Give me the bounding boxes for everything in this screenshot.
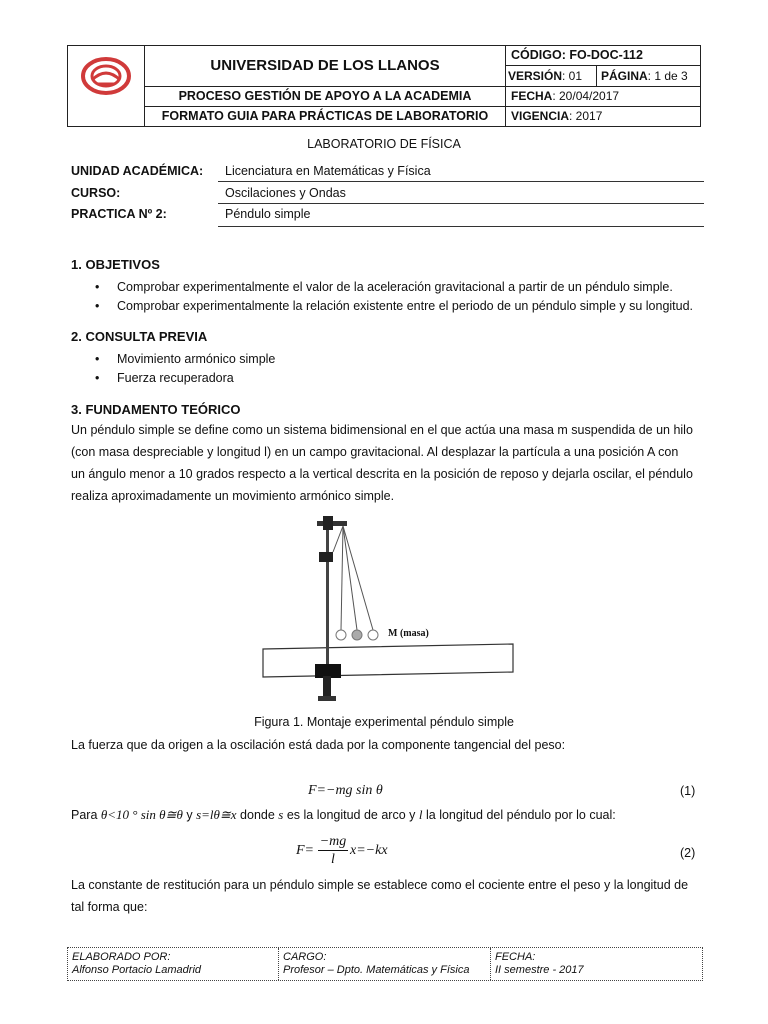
footer-fecha-value: II semestre - 2017 [495,964,584,976]
date-label: FECHA [511,89,553,103]
university-name: UNIVERSIDAD DE LOS LLANOS [210,57,440,74]
footer-elaborado-value: Alfonso Portacio Lamadrid [72,964,202,976]
info-row-unit [218,162,704,182]
page-cell [601,66,701,86]
validity-cell [511,107,701,126]
closing-line: La constante de restitución para un péndulo simple se establece como el cociente entre el peso y la longitud de [71,878,689,892]
document-title: LABORATORIO DE FÍSICA [307,137,461,151]
condition-line [71,807,616,823]
document-header [67,45,701,127]
footer-elaborado [68,948,279,980]
figure-caption: Figura 1. Montaje experimental péndulo simple [254,715,514,729]
section-objectives-title: 1. OBJETIVOS [71,257,160,272]
theory-line: realiza aproximadamente un movimiento armónico simple. [71,489,395,503]
date-value: : 20/04/2017 [552,89,620,103]
info-label-practice: PRACTICA Nº 2: [71,207,167,221]
footer-cargo-label: CARGO: [283,951,327,963]
condition-y: y [186,808,193,822]
footer-cargo [279,948,491,980]
mass-label: M (masa) [388,628,429,639]
condition-middle: donde [240,808,275,822]
info-value-practice: Péndulo simple [225,207,311,221]
theory-line: Un péndulo simple se define como un sistema bidimensional en el que actúa una masa m suspendida de un hilo [71,423,693,437]
previous-item: • Fuerza recuperadora [117,371,234,385]
pendulum-figure [255,512,515,712]
equation-2-number: (2) [680,846,696,860]
previous-item: • Movimiento armónico simple [117,352,275,366]
process-name: PROCESO GESTIÓN DE APOYO A LA ACADEMIA [178,89,472,103]
equation-1-number: (1) [680,784,696,798]
section-previous-title: 2. CONSULTA PREVIA [71,329,208,344]
info-value-course: Oscilaciones y Ondas [225,186,346,200]
theory-line: un ángulo menor a 10 grados respecto a la vertical descrita en la posición de reposo y dejarla oscilar, el péndulo [71,467,693,481]
info-label-course: CURSO: [71,186,121,200]
footer-cargo-value: Profesor – Dpto. Matemáticas y Física [283,964,470,976]
version-value: : 01 [562,69,583,83]
format-name: FORMATO GUIA PARA PRÁCTICAS DE LABORATORIO [161,109,489,123]
closing-paragraph [71,874,711,918]
eq2-numerator: −mg [319,834,347,849]
footer-fecha [491,948,702,980]
force-text: La fuerza que da origen a la oscilación está dada por la componente tangencial del peso: [71,738,566,752]
objective-item: • Comprobar experimentalmente el valor de la aceleración gravitacional a partir de un péndulo simple. [117,280,673,294]
theory-line: (con masa despreciable y longitud l) en un campo gravitacional. Al desplazar la partícula a una posición A con [71,445,679,459]
info-label-unit: UNIDAD ACADÉMICA: [71,164,204,178]
code-label: CÓDIGO: FO-DOC-112 [511,48,643,62]
length-symbol: l [418,807,423,822]
validity-label: VIGENCIA [511,109,570,123]
version-label: VERSIÓN [508,69,563,83]
eq2-denominator: l [331,852,335,867]
eq2-rhs: x=−kx [350,843,388,858]
info-row-course [218,184,704,204]
arc-relation: s=lθ≅x [196,807,237,822]
university-logo [68,46,144,126]
info-row-practice [218,205,704,227]
document-footer [67,947,703,981]
closing-line: tal forma que: [71,900,148,914]
version-cell [508,66,596,86]
theory-paragraph [71,419,711,507]
page-value: : 1 de 3 [647,69,688,83]
condition-suffix: la longitud del péndulo por lo cual: [426,808,616,822]
footer-elaborado-label: ELABORADO POR: [72,951,171,963]
equation-1: F=−mg sin θ [308,783,383,798]
page-label: PÁGINA [601,69,648,83]
validity-value: : 2017 [569,109,603,123]
eq2-lhs: F= [296,843,314,858]
footer-fecha-label: FECHA: [495,951,536,963]
condition-middle2: es la longitud de arco y [286,808,416,822]
condition-prefix: Para [71,808,98,822]
arc-symbol: s [278,807,284,822]
condition-math: θ<10 ° sin θ≅θ [100,807,183,822]
date-cell [511,87,701,106]
info-value-unit: Licenciatura en Matemáticas y Física [225,164,431,178]
objective-item: • Comprobar experimentalmente la relación existente entre el periodo de un péndulo simple y su longitud. [117,299,693,313]
section-theory-title: 3. FUNDAMENTO TEÓRICO [71,402,241,417]
